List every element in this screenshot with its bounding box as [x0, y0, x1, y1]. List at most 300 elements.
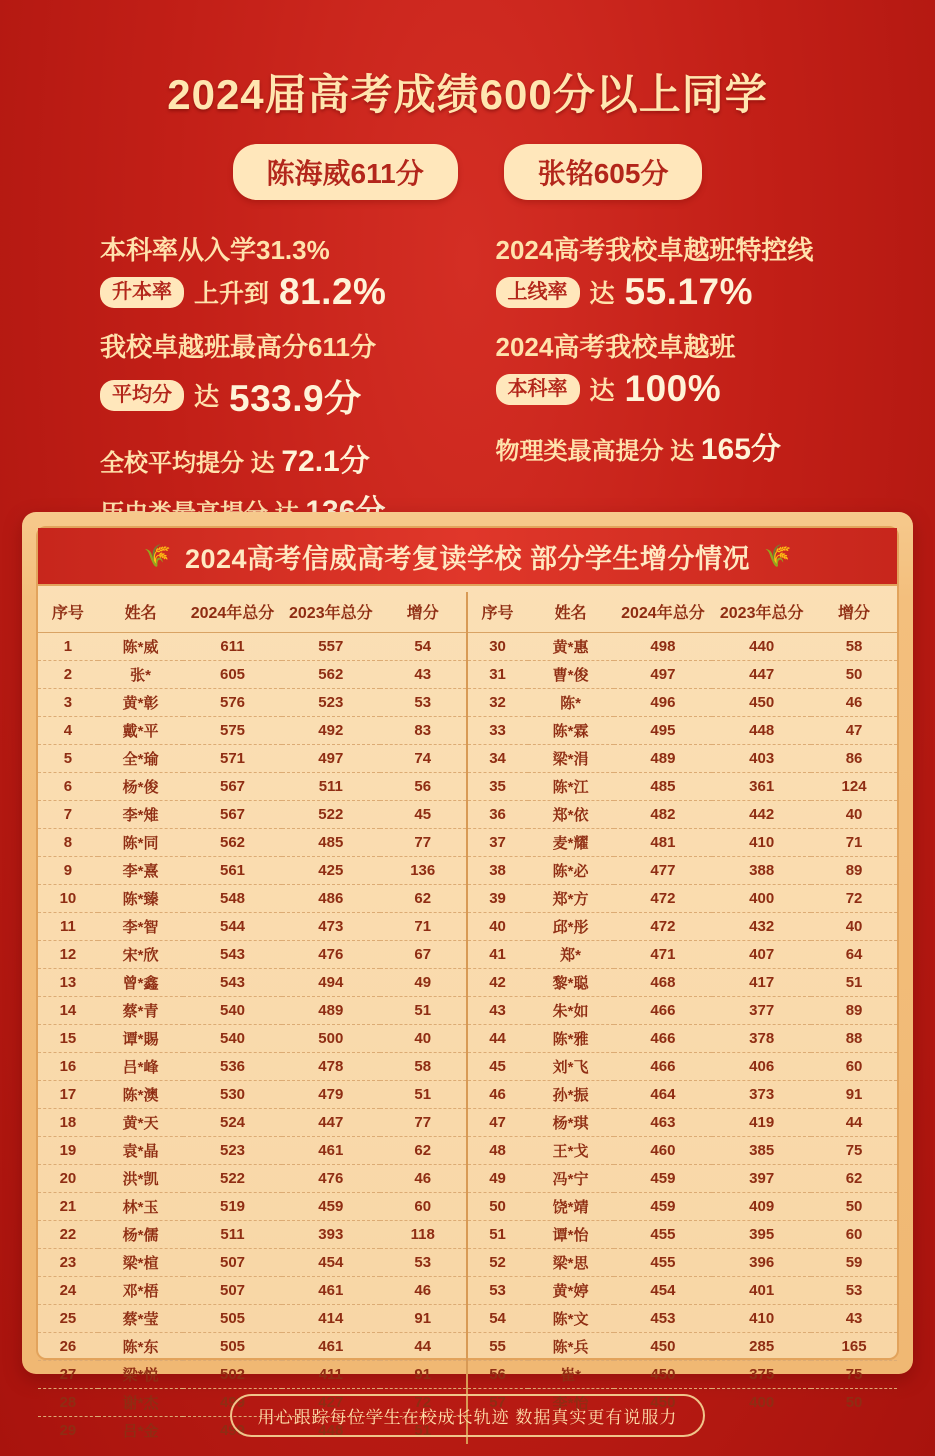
table-cell: 447: [282, 1109, 380, 1137]
table-cell: 44: [468, 1025, 528, 1053]
table-row: [468, 1165, 898, 1193]
table-row: [38, 1025, 466, 1053]
table-row: [468, 661, 898, 689]
table-cell: 37: [468, 829, 528, 857]
table-cell: 46: [380, 1277, 466, 1305]
stats-column-right: [496, 230, 866, 530]
table-cell: 71: [811, 829, 897, 857]
table-cell: 李*怡: [552, 1395, 589, 1412]
table-cell: 53: [468, 1277, 528, 1305]
table-cell: 427: [282, 1389, 380, 1417]
table-row: [468, 857, 898, 885]
table-cell: 440: [712, 633, 811, 661]
table-row: [38, 745, 466, 773]
table-cell: 32: [468, 689, 528, 717]
stat-tag: 上线率: [496, 277, 580, 308]
table-cell: 51: [811, 969, 897, 997]
results-table-right: [468, 592, 898, 1416]
table-cell: 540: [183, 997, 281, 1025]
table-row: [38, 633, 466, 661]
column-header: 2024年总分: [614, 592, 713, 633]
column-header: 序号: [38, 592, 98, 633]
table-cell: 29: [59, 1422, 77, 1439]
table-cell: 45: [468, 1053, 528, 1081]
table-cell: 605: [183, 661, 281, 689]
table-cell: 561: [183, 857, 281, 885]
table-cell: 34: [468, 745, 528, 773]
table-cell: 414: [282, 1305, 380, 1333]
table-cell: 43: [468, 997, 528, 1025]
table-row: [468, 997, 898, 1025]
stat-mid-text: 达: [589, 280, 615, 308]
table-cell: 74: [380, 745, 466, 773]
stats-column-left: [70, 230, 470, 530]
table-row: [38, 661, 466, 689]
table-cell: 18: [38, 1109, 98, 1137]
table-cell: 51: [468, 1221, 528, 1249]
table-row: [468, 1137, 898, 1165]
table-cell: 崔*: [528, 1361, 614, 1389]
table-cell: 419: [712, 1109, 811, 1137]
table-row: [38, 1333, 466, 1361]
column-header: 2023年总分: [712, 592, 811, 633]
table-cell: 562: [183, 829, 281, 857]
table-cell: 476: [282, 1165, 380, 1193]
table-half-left: [38, 592, 468, 1444]
table-cell: 44: [380, 1333, 466, 1361]
table-cell: 499: [183, 1389, 281, 1417]
table-cell: 410: [712, 1305, 811, 1333]
table-cell: 38: [468, 857, 528, 885]
page-title: 2024届高考成绩600分以上同学: [167, 71, 768, 118]
column-header: 2024年总分: [183, 592, 281, 633]
table-row: [38, 1221, 466, 1249]
table-cell: 466: [614, 997, 713, 1025]
table-cell: 567: [183, 773, 281, 801]
table-cell: 477: [614, 857, 713, 885]
wheat-icon: 🌾: [764, 543, 792, 568]
table-row: [38, 1053, 466, 1081]
table-cell: 124: [811, 773, 897, 801]
stats-section: [0, 230, 935, 530]
table-cell: 54: [468, 1305, 528, 1333]
table-cell: 林*玉: [98, 1193, 184, 1221]
table-cell: 396: [712, 1249, 811, 1277]
table-cell: 461: [282, 1137, 380, 1165]
table-cell: 陈*东: [98, 1333, 184, 1361]
column-header: 增分: [811, 592, 897, 633]
stat-subline: [100, 436, 470, 480]
table-cell: 20: [38, 1165, 98, 1193]
table-cell: 86: [811, 745, 897, 773]
table-cell: 388: [712, 857, 811, 885]
table-cell: 8: [38, 829, 98, 857]
table-row: [468, 829, 898, 857]
table-cell: 51: [414, 1422, 432, 1439]
table-cell: 31: [468, 661, 528, 689]
table-cell: 蔡*青: [98, 997, 184, 1025]
table-row: [38, 1249, 466, 1277]
table-header-row: [468, 592, 898, 633]
table-cell: 523: [282, 689, 380, 717]
table-cell: 60: [811, 1221, 897, 1249]
footer: [0, 1394, 935, 1437]
table-row: [468, 773, 898, 801]
table-cell: 郑*方: [528, 885, 614, 913]
table-cell: 谢*杰: [98, 1389, 184, 1417]
table-cell: 55: [468, 1333, 528, 1361]
stat-subline: [496, 424, 866, 468]
table-cell: 507: [183, 1249, 281, 1277]
table-cell: 460: [614, 1137, 713, 1165]
table-cell: 孙*振: [528, 1081, 614, 1109]
table-cell: 洪*凯: [98, 1165, 184, 1193]
stat-tag: 平均分: [100, 380, 184, 411]
table-cell: 梁*涓: [528, 745, 614, 773]
table-cell: 曹*俊: [528, 661, 614, 689]
table-cell: 47: [468, 1109, 528, 1137]
table-cell: 40: [811, 801, 897, 829]
table-cell: 497: [614, 661, 713, 689]
table-cell: 473: [282, 913, 380, 941]
table-cell: 562: [282, 661, 380, 689]
table-row: [468, 689, 898, 717]
table-cell: 7: [38, 801, 98, 829]
table-cell: 450: [614, 1361, 713, 1389]
stat-line: 我校卓越班最高分611分: [100, 332, 376, 362]
stat-tag: 本科率: [496, 374, 580, 405]
table-cell: 575: [183, 717, 281, 745]
table-cell: 455: [614, 1221, 713, 1249]
table-cell: 507: [183, 1277, 281, 1305]
table-cell: 14: [38, 997, 98, 1025]
table-cell: 吕*峰: [98, 1053, 184, 1081]
table-cell: 40: [468, 913, 528, 941]
table-row: [468, 1361, 898, 1389]
table-cell: 417: [712, 969, 811, 997]
table-cell: 60: [811, 1053, 897, 1081]
table-cell: 40: [380, 1025, 466, 1053]
table-cell: 571: [183, 745, 281, 773]
table-cell: 67: [380, 941, 466, 969]
table-cell: 陈*霖: [528, 717, 614, 745]
table-cell: 71: [380, 913, 466, 941]
table-cell: 22: [38, 1221, 98, 1249]
stat-row: [496, 271, 866, 313]
table-cell: 33: [468, 717, 528, 745]
table-cell: 463: [614, 1109, 713, 1137]
table-cell: 15: [38, 1025, 98, 1053]
table-cell: 陈*兵: [528, 1333, 614, 1361]
table-cell: 3: [38, 689, 98, 717]
table-title: 2024高考信威高考复读学校 部分学生增分情况: [184, 543, 751, 574]
table-cell: 459: [614, 1165, 713, 1193]
stat-mid-text: 达: [194, 383, 220, 411]
table-cell: 373: [712, 1081, 811, 1109]
table-cell: 89: [811, 857, 897, 885]
table-cell: 9: [38, 857, 98, 885]
table-cell: 75: [811, 1361, 897, 1389]
table-cell: 500: [282, 1025, 380, 1053]
table-cell: 53: [380, 689, 466, 717]
table-cell: 459: [614, 1193, 713, 1221]
table-cell: 43: [380, 661, 466, 689]
table-cell: 5: [38, 745, 98, 773]
table-cell: 540: [183, 1025, 281, 1053]
table-cell: 523: [183, 1137, 281, 1165]
table-row: [468, 801, 898, 829]
stat-subline-value: 165分: [700, 433, 781, 466]
table-cell: 宋*欣: [98, 941, 184, 969]
table-cell: 75: [811, 1137, 897, 1165]
table-cell: 43: [811, 1305, 897, 1333]
table-row: [38, 941, 466, 969]
table-cell: 陈*必: [528, 857, 614, 885]
table-row: [468, 1053, 898, 1081]
table-cell: 62: [811, 1165, 897, 1193]
table-cell: 479: [282, 1081, 380, 1109]
table-cell: 471: [614, 941, 713, 969]
table-cell: 450: [614, 1333, 713, 1361]
table-cell: 邓*梧: [98, 1277, 184, 1305]
score-pill: 陈海威611分: [233, 144, 458, 200]
stat-row: [100, 368, 470, 422]
table-cell: 郑*: [528, 941, 614, 969]
stat-value: 533.9分: [229, 378, 362, 419]
stat-subline-value: 72.1分: [281, 445, 370, 478]
table-cell: 442: [712, 801, 811, 829]
table-cell: 482: [614, 801, 713, 829]
table-cell: 46: [380, 1165, 466, 1193]
table-row: [468, 941, 898, 969]
table-cell: 陈*: [528, 689, 614, 717]
table-cell: 385: [712, 1137, 811, 1165]
table-columns-wrap: [38, 586, 897, 1444]
table-cell: 1: [38, 633, 98, 661]
table-cell: 432: [712, 913, 811, 941]
table-row: [38, 1109, 466, 1137]
table-cell: 472: [614, 913, 713, 941]
table-cell: 497: [282, 745, 380, 773]
table-cell: 50: [811, 661, 897, 689]
table-row: [38, 1361, 466, 1389]
table-cell: 戴*平: [98, 717, 184, 745]
table-cell: 548: [183, 885, 281, 913]
table-cell: 468: [614, 969, 713, 997]
table-cell: 48: [468, 1137, 528, 1165]
table-cell: 77: [380, 1109, 466, 1137]
table-cell: 黎*聪: [528, 969, 614, 997]
table-cell: 466: [614, 1025, 713, 1053]
table-cell: 499: [219, 1422, 246, 1439]
table-cell: 453: [614, 1305, 713, 1333]
table-cell: 502: [183, 1361, 281, 1389]
table-row: [38, 969, 466, 997]
table-cell: 64: [811, 941, 897, 969]
table-cell: 72: [811, 885, 897, 913]
table-cell: 486: [282, 885, 380, 913]
table-cell: 李*雉: [98, 801, 184, 829]
wheat-icon: 🌾: [143, 543, 171, 568]
table-cell: 410: [712, 829, 811, 857]
table-cell: 89: [811, 997, 897, 1025]
table-cell: 400: [712, 885, 811, 913]
table-cell: 10: [38, 885, 98, 913]
table-cell: 165: [811, 1333, 897, 1361]
table-cell: 陈*臻: [98, 885, 184, 913]
table-cell: 60: [380, 1193, 466, 1221]
stat-tag: 升本率: [100, 277, 184, 308]
table-cell: 450: [650, 1394, 676, 1411]
table-cell: 45: [380, 801, 466, 829]
table-cell: 285: [712, 1333, 811, 1361]
stat-mid-text: 上升到: [194, 280, 270, 308]
table-cell: 25: [38, 1305, 98, 1333]
table-row: [38, 913, 466, 941]
stat-mid-text: 达: [589, 377, 615, 405]
table-cell: 53: [811, 1277, 897, 1305]
table-cell: 485: [282, 829, 380, 857]
table-cell: 杨*俊: [98, 773, 184, 801]
table-cell: 495: [614, 717, 713, 745]
stat-line: 2024高考我校卓越班特控线: [495, 235, 814, 265]
table-cell: 李*熹: [98, 857, 184, 885]
table-cell: 黄*惠: [528, 633, 614, 661]
table-title-bar: [38, 528, 897, 586]
table-row: [38, 1277, 466, 1305]
table-cell: 454: [614, 1277, 713, 1305]
table-cell: 17: [38, 1081, 98, 1109]
table-cell: 83: [380, 717, 466, 745]
table-cell: 冯*宁: [528, 1165, 614, 1193]
table-cell: 曾*鑫: [98, 969, 184, 997]
table-cell: 58: [380, 1053, 466, 1081]
table-cell: 494: [282, 969, 380, 997]
table-cell: 492: [282, 717, 380, 745]
table-cell: 24: [38, 1277, 98, 1305]
table-row: [468, 1025, 898, 1053]
table-cell: 395: [712, 1221, 811, 1249]
table-cell: 496: [614, 689, 713, 717]
table-row: [38, 1305, 466, 1333]
table-cell: 53: [380, 1249, 466, 1277]
table-cell: 77: [380, 829, 466, 857]
table-cell: 466: [614, 1053, 713, 1081]
table-cell: 498: [614, 633, 713, 661]
table-cell: 91: [380, 1361, 466, 1389]
table-cell: 50: [845, 1394, 863, 1411]
table-cell: 杨*琪: [528, 1109, 614, 1137]
table-row: [38, 1193, 466, 1221]
table-row: [38, 801, 466, 829]
table-cell: 16: [38, 1053, 98, 1081]
table-cell: 46: [811, 689, 897, 717]
table-cell: 400: [749, 1394, 775, 1411]
table-row: [468, 1221, 898, 1249]
table-cell: 50: [811, 1193, 897, 1221]
table-cell: 378: [712, 1025, 811, 1053]
table-header-row: [38, 592, 466, 633]
table-cell: 邱*彤: [528, 913, 614, 941]
table-cell: 11: [38, 913, 98, 941]
table-cell: 522: [183, 1165, 281, 1193]
table-cell: 46: [468, 1081, 528, 1109]
table-cell: 407: [712, 941, 811, 969]
table-cell: 42: [468, 969, 528, 997]
table-row: [468, 885, 898, 913]
stat-row: [496, 368, 866, 410]
table-cell: 36: [468, 801, 528, 829]
table-cell: 576: [183, 689, 281, 717]
table-cell: 杨*儒: [98, 1221, 184, 1249]
table-cell: 59: [811, 1249, 897, 1277]
table-row: [38, 1081, 466, 1109]
table-row: [468, 1081, 898, 1109]
table-cell: 62: [380, 1137, 466, 1165]
table-cell: 刘*飞: [528, 1053, 614, 1081]
table-row: [38, 1137, 466, 1165]
results-table-left: [38, 592, 466, 1444]
column-header: 姓名: [98, 592, 184, 633]
table-cell: 393: [282, 1221, 380, 1249]
table-half-right: [468, 592, 898, 1444]
table-cell: 519: [183, 1193, 281, 1221]
table-cell: 472: [614, 885, 713, 913]
table-cell: 377: [712, 997, 811, 1025]
stat-line: 2024高考我校卓越班: [495, 332, 736, 362]
table-cell: 88: [811, 1025, 897, 1053]
table-cell: 吕*金: [122, 1423, 159, 1440]
table-cell: 447: [712, 661, 811, 689]
table-cell: 李*智: [98, 913, 184, 941]
table-cell: 陈*澳: [98, 1081, 184, 1109]
table-cell: 26: [38, 1333, 98, 1361]
table-cell: 530: [183, 1081, 281, 1109]
table-cell: 557: [282, 633, 380, 661]
table-cell: 397: [712, 1165, 811, 1193]
table-cell: 524: [183, 1109, 281, 1137]
table-cell: 陈*威: [98, 633, 184, 661]
table-cell: 30: [468, 633, 528, 661]
table-cell: 461: [282, 1333, 380, 1361]
table-row: [468, 1109, 898, 1137]
table-row: [468, 717, 898, 745]
column-header: 序号: [468, 592, 528, 633]
table-cell: 58: [811, 633, 897, 661]
table-cell: 543: [183, 969, 281, 997]
table-cell: 23: [38, 1249, 98, 1277]
table-cell: 28: [38, 1389, 98, 1417]
table-row: [468, 1193, 898, 1221]
table-cell: 489: [614, 745, 713, 773]
table-row: [468, 1305, 898, 1333]
table-cell: 450: [712, 689, 811, 717]
table-cell: 35: [468, 773, 528, 801]
table-cell: 12: [38, 941, 98, 969]
table-cell: 2: [38, 661, 98, 689]
table-cell: 黄*婷: [528, 1277, 614, 1305]
table-cell: 511: [183, 1221, 281, 1249]
table-cell: 50: [468, 1193, 528, 1221]
table-cell: 406: [712, 1053, 811, 1081]
table-cell: 91: [380, 1305, 466, 1333]
table-cell: 544: [183, 913, 281, 941]
table-cell: 麦*耀: [528, 829, 614, 857]
table-cell: 陈*雅: [528, 1025, 614, 1053]
stat-row: [100, 271, 470, 313]
table-cell: 57: [489, 1394, 506, 1411]
table-cell: 陈*文: [528, 1305, 614, 1333]
